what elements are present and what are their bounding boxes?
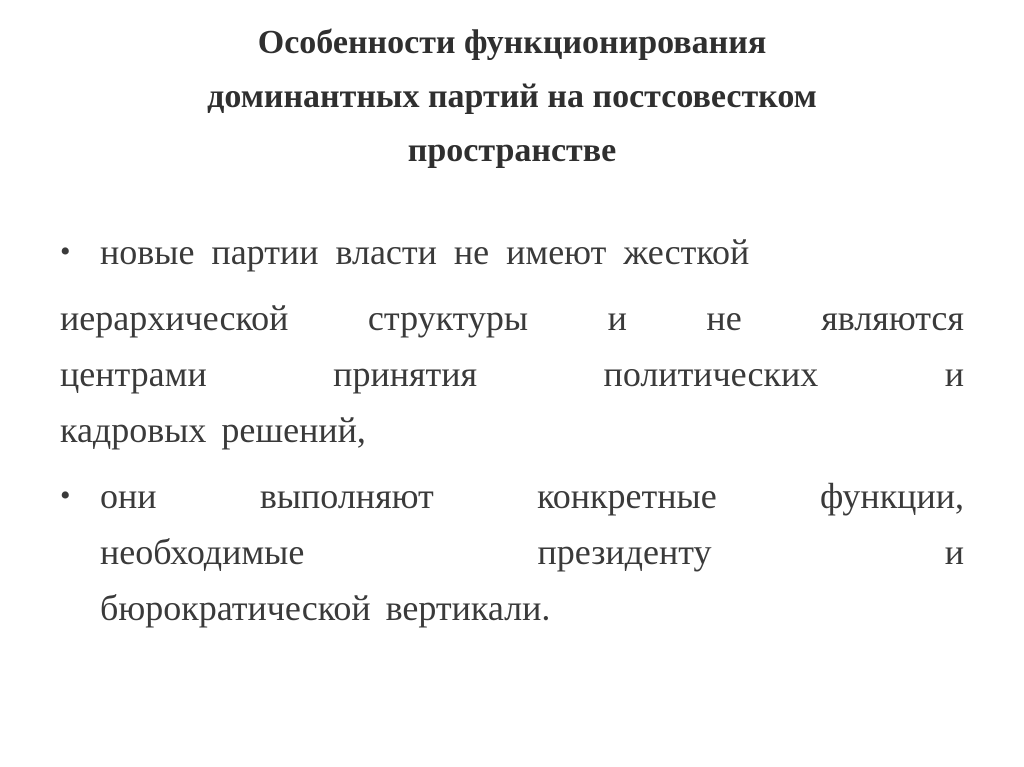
word: принятия (333, 354, 478, 394)
bullet-line-text (60, 346, 964, 402)
word: функции, (820, 476, 964, 516)
word: и (607, 298, 627, 338)
word: являются (821, 298, 964, 338)
title-line: Особенности функционирования (257, 24, 767, 61)
word: и (944, 532, 964, 572)
bullet-line (100, 224, 749, 280)
bullet-marker: • (60, 235, 71, 268)
title-line: доминантных партий на постсовестком (207, 78, 817, 115)
bullet-line-text (100, 524, 964, 580)
word: необходимые (100, 532, 305, 572)
bullet-line (60, 346, 964, 402)
bullet-line (60, 290, 964, 346)
word: они (100, 476, 157, 516)
bullet-line (60, 402, 964, 458)
bullet-line-text (100, 468, 964, 524)
slide-title (40, 16, 984, 178)
bullet-line-text (60, 290, 964, 346)
word: конкретные (537, 476, 717, 516)
word: выполняют (259, 476, 434, 516)
bullet-marker: • (60, 479, 71, 512)
bullet-line-text: кадровых решений, (60, 410, 366, 450)
word: структуры (367, 298, 529, 338)
title-line: пространстве (407, 132, 617, 169)
bullet-line-text: бюрократической вертикали. (100, 588, 551, 628)
bullet-line (100, 468, 964, 524)
bullet-line (100, 580, 964, 636)
word: политических (603, 354, 819, 394)
bullet-line-text: новые партии власти не имеют жесткой (100, 232, 750, 272)
word: не (706, 298, 742, 338)
bullet-line (100, 524, 964, 580)
word: и (944, 354, 964, 394)
word: иерархической (60, 298, 289, 338)
word: центрами (60, 354, 207, 394)
word: президенту (537, 532, 712, 572)
